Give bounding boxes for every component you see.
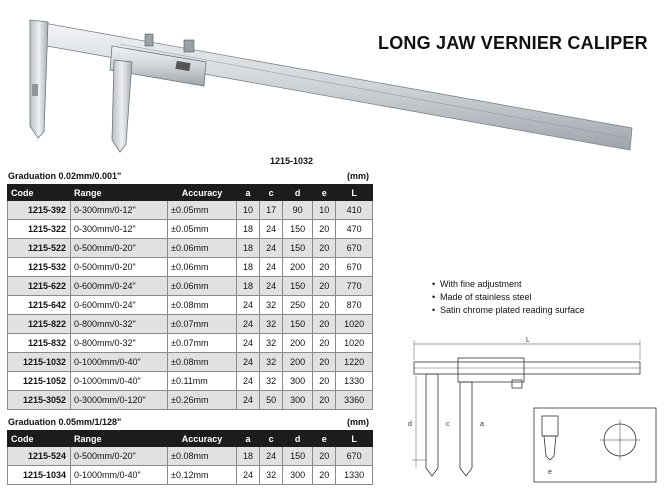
a-cell: 24 (237, 334, 260, 353)
table-row (8, 315, 373, 334)
range-cell: 0-1000mm/0-40" (71, 372, 168, 391)
c-cell: 24 (260, 277, 283, 296)
d-cell: 300 (283, 372, 313, 391)
table-row (8, 201, 373, 220)
c-cell: 32 (260, 296, 283, 315)
c-cell: 24 (260, 220, 283, 239)
e-cell: 10 (313, 201, 336, 220)
col-a: a (237, 431, 260, 447)
l-cell: 1330 (336, 372, 373, 391)
accuracy-cell: ±0.08mm (168, 353, 237, 372)
l-cell: 670 (336, 239, 373, 258)
e-cell: 20 (313, 372, 336, 391)
l-cell: 670 (336, 258, 373, 277)
col-code: Code (8, 185, 71, 201)
l-cell: 670 (336, 447, 373, 466)
feature-list (432, 278, 585, 317)
col-range: Range (71, 431, 168, 447)
table-row (8, 220, 373, 239)
feature-item: • Made of stainless steel (432, 291, 585, 304)
d-cell: 150 (283, 277, 313, 296)
diagram-fixed-jaw (426, 374, 438, 476)
d-cell: 300 (283, 466, 313, 485)
table-header-row (8, 431, 373, 447)
page-title: LONG JAW VERNIER CALIPER (378, 33, 648, 53)
accuracy-cell: ±0.08mm (168, 296, 237, 315)
table-row (8, 239, 373, 258)
table-row (8, 258, 373, 277)
code-cell: 1215-322 (8, 220, 71, 239)
a-cell: 24 (237, 391, 260, 410)
accuracy-cell: ±0.12mm (168, 466, 237, 485)
dimension-diagram (402, 336, 664, 486)
e-cell: 20 (313, 391, 336, 410)
range-cell: 0-800mm/0-32" (71, 315, 168, 334)
table2-unit: (mm) (347, 417, 369, 427)
a-cell: 24 (237, 466, 260, 485)
l-cell: 410 (336, 201, 373, 220)
col-a: a (237, 185, 260, 201)
a-cell: 18 (237, 220, 260, 239)
e-cell: 20 (313, 239, 336, 258)
a-cell: 18 (237, 239, 260, 258)
c-cell: 32 (260, 372, 283, 391)
accuracy-cell: ±0.05mm (168, 220, 237, 239)
d-cell: 200 (283, 334, 313, 353)
fixed-jaw (30, 20, 48, 138)
dim-label-e: e (548, 469, 552, 476)
diagram-movable-jaw (460, 382, 472, 476)
col-range: Range (71, 185, 168, 201)
accuracy-cell: ±0.07mm (168, 334, 237, 353)
code-cell: 1215-3052 (8, 391, 71, 410)
a-cell: 24 (237, 372, 260, 391)
table-row (8, 296, 373, 315)
code-cell: 1215-392 (8, 201, 71, 220)
table-row (8, 466, 373, 485)
e-cell: 20 (313, 220, 336, 239)
d-cell: 90 (283, 201, 313, 220)
e-cell: 20 (313, 334, 336, 353)
range-cell: 0-3000mm/0-120" (71, 391, 168, 410)
e-cell: 20 (313, 277, 336, 296)
movable-jaw (112, 60, 132, 152)
e-cell: 20 (313, 258, 336, 277)
accuracy-cell: ±0.06mm (168, 277, 237, 296)
range-cell: 0-800mm/0-32" (71, 334, 168, 353)
code-cell: 1215-532 (8, 258, 71, 277)
d-cell: 150 (283, 239, 313, 258)
range-cell: 0-300mm/0-12" (71, 201, 168, 220)
l-cell: 870 (336, 296, 373, 315)
table-row (8, 447, 373, 466)
dim-label-d: d (408, 421, 412, 428)
e-cell: 20 (313, 296, 336, 315)
table1-graduation: Graduation 0.02mm/0.001" (8, 171, 122, 181)
code-cell: 1215-1034 (8, 466, 71, 485)
e-cell: 20 (313, 447, 336, 466)
c-cell: 17 (260, 201, 283, 220)
d-cell: 250 (283, 296, 313, 315)
c-cell: 32 (260, 353, 283, 372)
code-cell: 1215-642 (8, 296, 71, 315)
col-c: c (260, 185, 283, 201)
table1-unit: (mm) (347, 171, 369, 181)
col-d: d (283, 431, 313, 447)
d-cell: 150 (283, 447, 313, 466)
feature-item: • With fine adjustment (432, 278, 585, 291)
col-l: L (336, 185, 373, 201)
col-c: c (260, 431, 283, 447)
range-cell: 0-1000mm/0-40" (71, 353, 168, 372)
c-cell: 32 (260, 334, 283, 353)
photo-model-label: 1215-1032 (270, 156, 314, 166)
l-cell: 470 (336, 220, 373, 239)
e-cell: 20 (313, 315, 336, 334)
a-cell: 18 (237, 447, 260, 466)
code-cell: 1215-832 (8, 334, 71, 353)
range-cell: 0-500mm/0-20" (71, 239, 168, 258)
range-cell: 0-600mm/0-24" (71, 277, 168, 296)
col-code: Code (8, 431, 71, 447)
code-cell: 1215-1052 (8, 372, 71, 391)
accuracy-cell: ±0.06mm (168, 239, 237, 258)
table-row (8, 277, 373, 296)
range-cell: 0-300mm/0-12" (71, 220, 168, 239)
col-accuracy: Accuracy (168, 431, 237, 447)
a-cell: 24 (237, 353, 260, 372)
table2-graduation: Graduation 0.05mm/1/128" (8, 417, 122, 427)
dim-label-c: c (446, 421, 450, 428)
code-cell: 1215-822 (8, 315, 71, 334)
col-l: L (336, 431, 373, 447)
l-cell: 3360 (336, 391, 373, 410)
accuracy-cell: ±0.05mm (168, 201, 237, 220)
l-cell: 1020 (336, 315, 373, 334)
range-cell: 0-500mm/0-20" (71, 258, 168, 277)
c-cell: 24 (260, 239, 283, 258)
spec-table-1 (7, 184, 373, 410)
e-cell: 20 (313, 353, 336, 372)
table-row (8, 353, 373, 372)
feature-item: • Satin chrome plated reading surface (432, 304, 585, 317)
col-d: d (283, 185, 313, 201)
c-cell: 50 (260, 391, 283, 410)
cross-section-box (534, 408, 656, 482)
accuracy-cell: ±0.07mm (168, 315, 237, 334)
accuracy-cell: ±0.06mm (168, 258, 237, 277)
col-accuracy: Accuracy (168, 185, 237, 201)
d-cell: 200 (283, 258, 313, 277)
l-cell: 1220 (336, 353, 373, 372)
e-cell: 20 (313, 466, 336, 485)
dim-label-a: a (480, 421, 484, 428)
l-cell: 1020 (336, 334, 373, 353)
code-cell: 1215-522 (8, 239, 71, 258)
c-cell: 32 (260, 466, 283, 485)
table-row (8, 372, 373, 391)
accuracy-cell: ±0.26mm (168, 391, 237, 410)
l-cell: 770 (336, 277, 373, 296)
code-cell: 1215-524 (8, 447, 71, 466)
a-cell: 18 (237, 277, 260, 296)
dim-label-l: L (526, 337, 530, 344)
d-cell: 200 (283, 353, 313, 372)
d-cell: 300 (283, 391, 313, 410)
accuracy-cell: ±0.11mm (168, 372, 237, 391)
a-cell: 24 (237, 315, 260, 334)
range-cell: 0-500mm/0-20" (71, 447, 168, 466)
table-header-row (8, 185, 373, 201)
d-cell: 150 (283, 220, 313, 239)
a-cell: 18 (237, 258, 260, 277)
c-cell: 32 (260, 315, 283, 334)
table-row (8, 334, 373, 353)
code-cell: 1215-622 (8, 277, 71, 296)
d-cell: 150 (283, 315, 313, 334)
caliper-photo (0, 0, 669, 160)
c-cell: 24 (260, 258, 283, 277)
range-cell: 0-600mm/0-24" (71, 296, 168, 315)
table-row (8, 391, 373, 410)
spec-table-2 (7, 430, 373, 485)
code-cell: 1215-1032 (8, 353, 71, 372)
c-cell: 24 (260, 447, 283, 466)
a-cell: 24 (237, 296, 260, 315)
a-cell: 10 (237, 201, 260, 220)
col-e: e (313, 185, 336, 201)
accuracy-cell: ±0.08mm (168, 447, 237, 466)
l-cell: 1330 (336, 466, 373, 485)
range-cell: 0-1000mm/0-40" (71, 466, 168, 485)
col-e: e (313, 431, 336, 447)
